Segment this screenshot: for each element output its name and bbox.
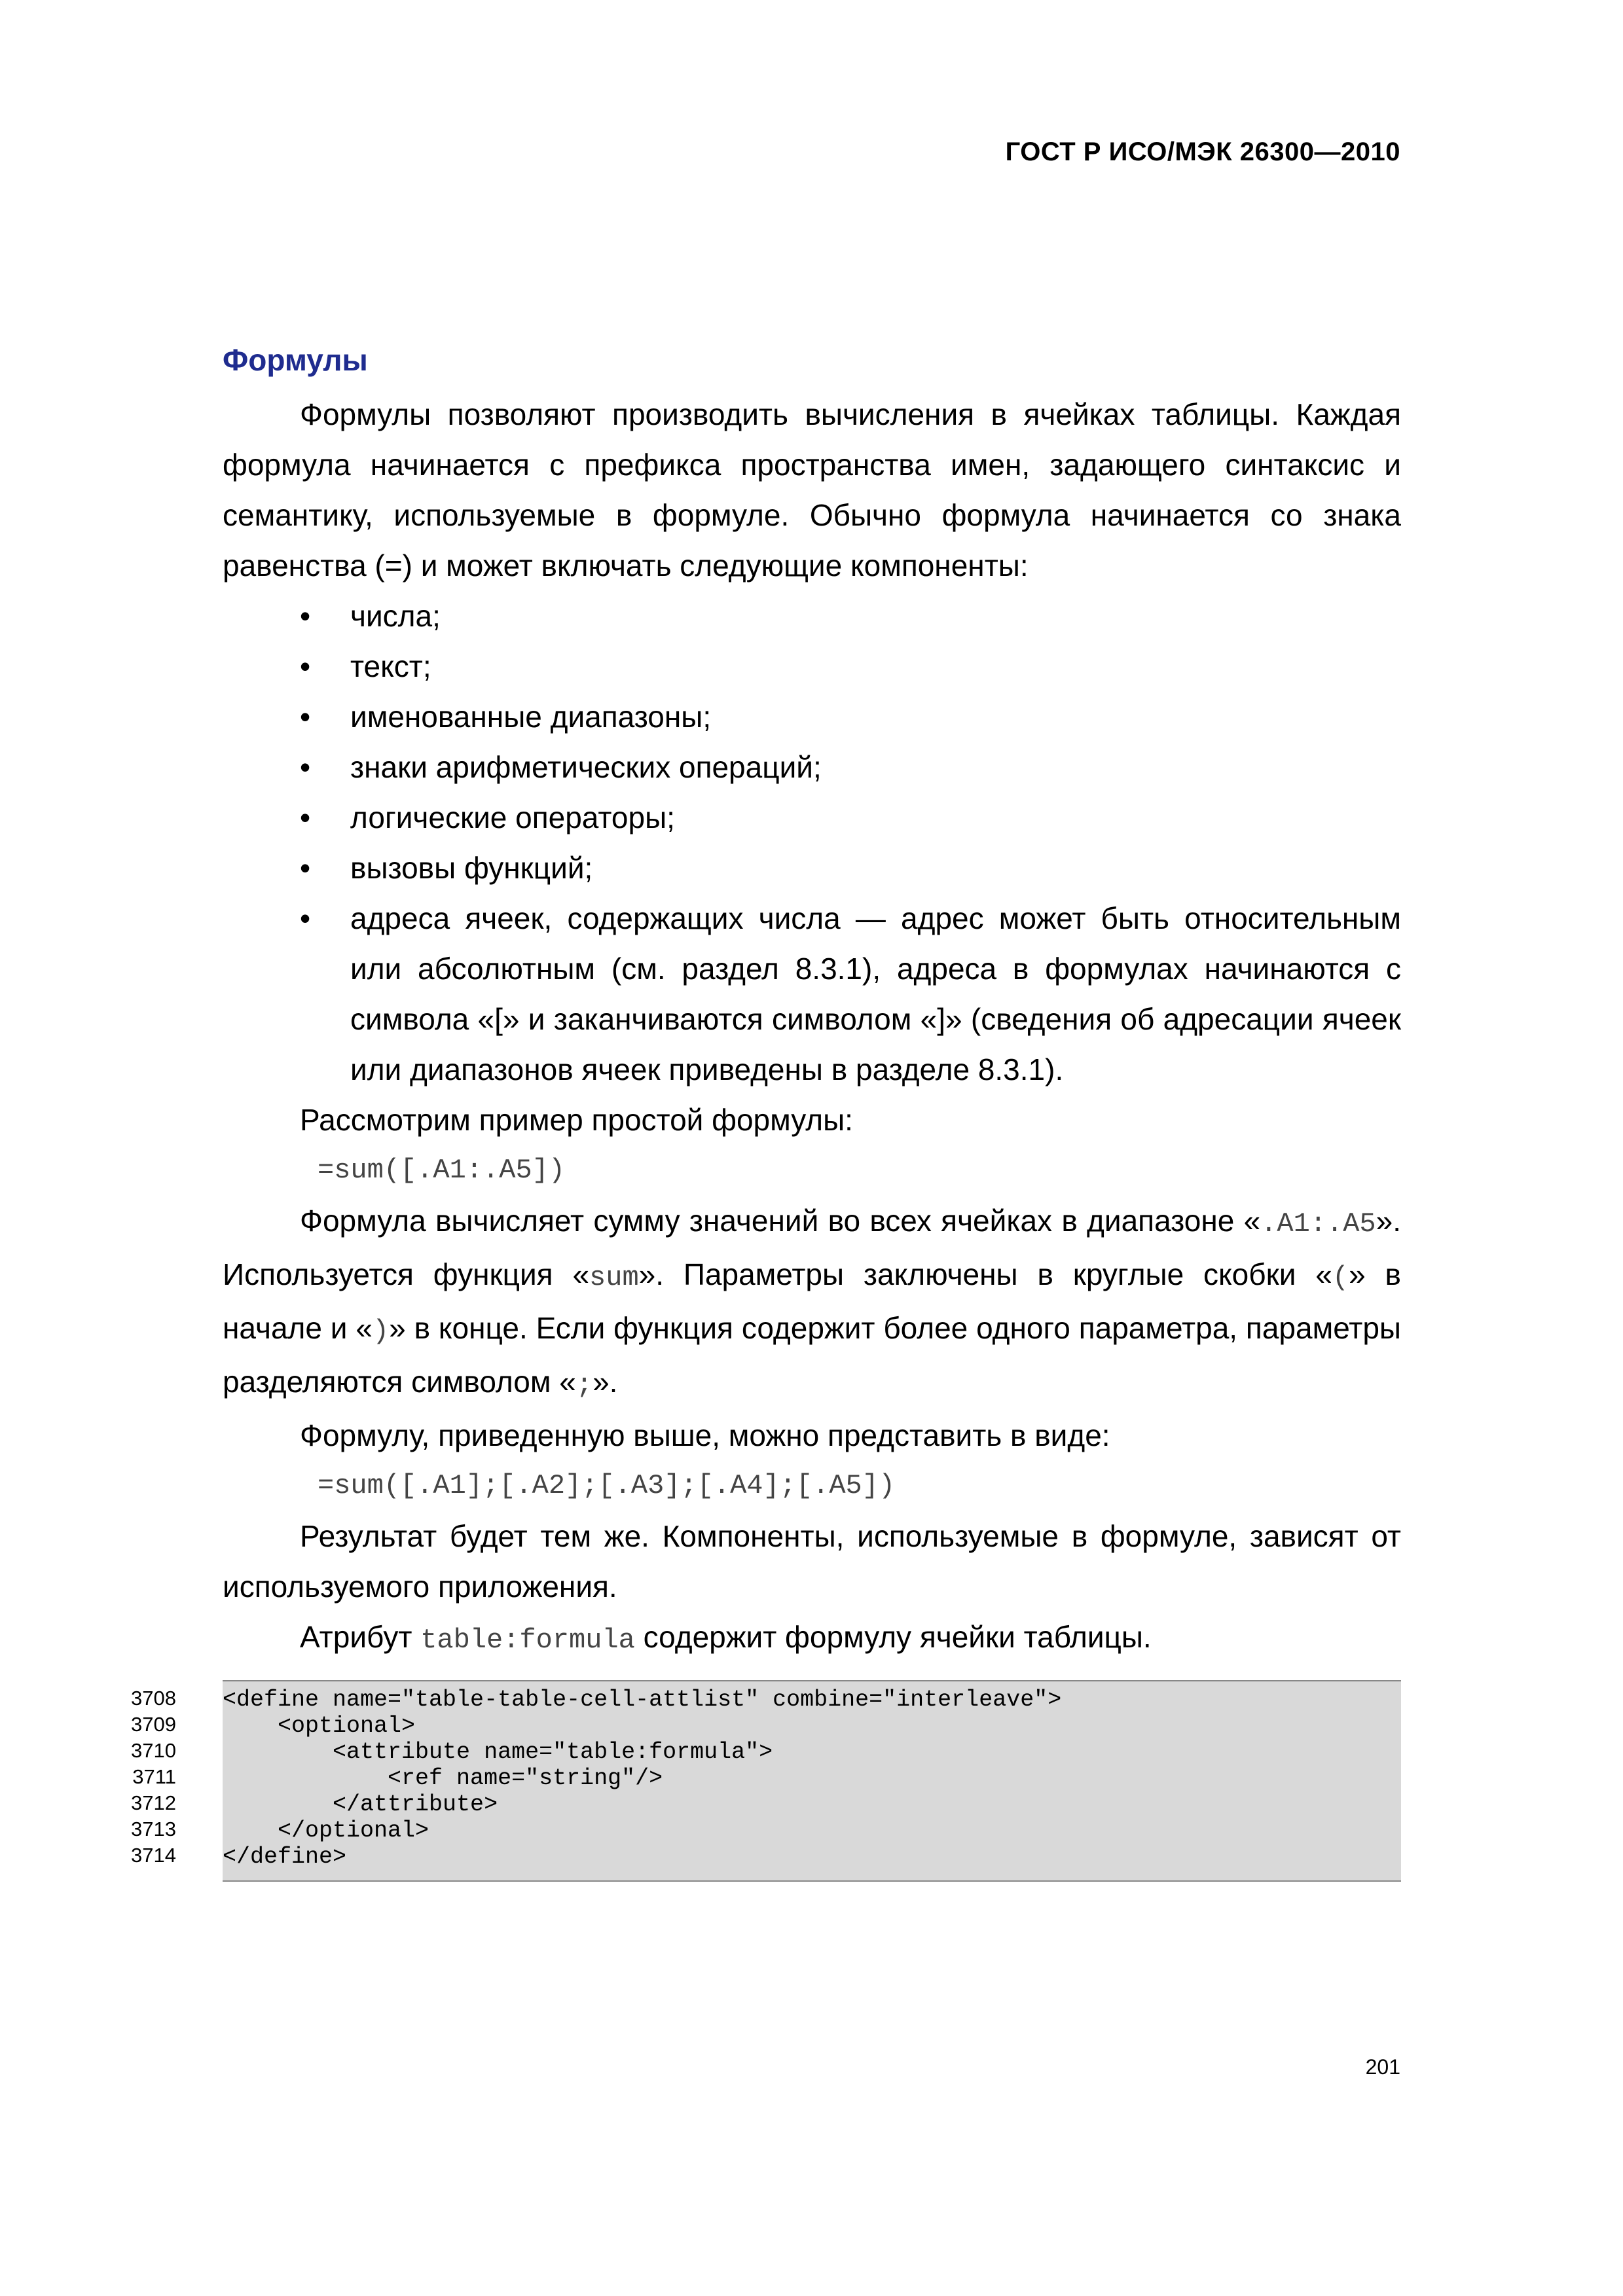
separator-code: ; bbox=[575, 1369, 593, 1401]
attribute-code: table:formula bbox=[420, 1624, 635, 1656]
intro-paragraph: Формулы позволяют производить вычисления в ячейках таблицы. Каждая формула начинается с префикса пространства имен, задающего синтаксис и семантику, используемые в формуле. Обычно формула начинается со знака равенства (=) и может включать следующие компоненты: bbox=[223, 397, 1401, 583]
line-number: 3709 bbox=[131, 1713, 176, 1736]
document-header: ГОСТ Р ИСО/МЭК 26300—2010 bbox=[1005, 137, 1400, 166]
open-paren-code: ( bbox=[1332, 1262, 1349, 1293]
list-item: • логические операторы; bbox=[223, 793, 1401, 843]
code-line: </define> bbox=[223, 1844, 347, 1870]
list-item: • знаки арифметических операций; bbox=[223, 742, 1401, 793]
example-formula: =sum([.A1:.A5]) bbox=[318, 1155, 566, 1186]
alt-intro: Формулу, приведенную выше, можно представить в виде: bbox=[300, 1418, 1110, 1452]
schema-code-block bbox=[223, 1680, 1401, 1882]
code-line: </attribute> bbox=[223, 1791, 498, 1818]
line-number: 3712 bbox=[131, 1791, 176, 1814]
attribute-paragraph: Атрибут table:formula содержит формулу ячейки таблицы. bbox=[300, 1620, 1152, 1656]
line-number: 3708 bbox=[131, 1687, 176, 1710]
list-item: • числа; bbox=[223, 591, 1401, 641]
line-number: 3714 bbox=[131, 1844, 176, 1867]
main-content bbox=[223, 337, 1401, 1666]
result-paragraph: Результат будет тем же. Компоненты, используемые в формуле, зависят от используемого приложения. bbox=[223, 1519, 1401, 1604]
explanation-paragraph: Формула вычисляет сумму значений во всех ячейках в диапазоне «.A1:.A5». Используется функция «sum». Параметры заключены в круглые скобки «(» в начале и «)» в конце. Если функция содержит более одного параметра, параметры разделяются символом «;». bbox=[223, 1204, 1401, 1401]
code-line: <define name="table-table-cell-attlist" combine="interleave"> bbox=[223, 1687, 1062, 1713]
line-number: 3711 bbox=[132, 1765, 176, 1788]
range-code: .A1:.A5 bbox=[1260, 1208, 1376, 1240]
list-item: • вызовы функций; bbox=[223, 843, 1401, 893]
code-line: <optional> bbox=[223, 1713, 416, 1739]
components-list bbox=[223, 591, 1401, 1095]
alt-formula: =sum([.A1];[.A2];[.A3];[.A4];[.A5]) bbox=[318, 1470, 896, 1501]
close-paren-code: ) bbox=[372, 1316, 390, 1347]
function-code: sum bbox=[589, 1262, 639, 1293]
example-intro: Рассмотрим пример простой формулы: bbox=[300, 1103, 853, 1137]
list-item: • текст; bbox=[223, 641, 1401, 692]
line-number: 3713 bbox=[131, 1818, 176, 1840]
code-line: <attribute name="table:formula"> bbox=[223, 1739, 773, 1765]
page-number: 201 bbox=[1365, 2055, 1400, 2079]
code-line-numbers bbox=[131, 1685, 176, 1869]
code-line: <ref name="string"/> bbox=[223, 1765, 663, 1791]
list-item: • именованные диапазоны; bbox=[223, 692, 1401, 742]
line-number: 3710 bbox=[131, 1739, 176, 1762]
code-line: </optional> bbox=[223, 1818, 429, 1844]
section-title: Формулы bbox=[223, 343, 368, 377]
list-item: • адреса ячеек, содержащих числа — адрес может быть относительным или абсолютным (см. раздел 8.3.1), адреса в формулах начинаются с символа «[» и заканчиваются символом «]» (сведения об адресации ячеек или диапазонов ячеек приведены в разделе 8.3.1). bbox=[223, 893, 1401, 1095]
